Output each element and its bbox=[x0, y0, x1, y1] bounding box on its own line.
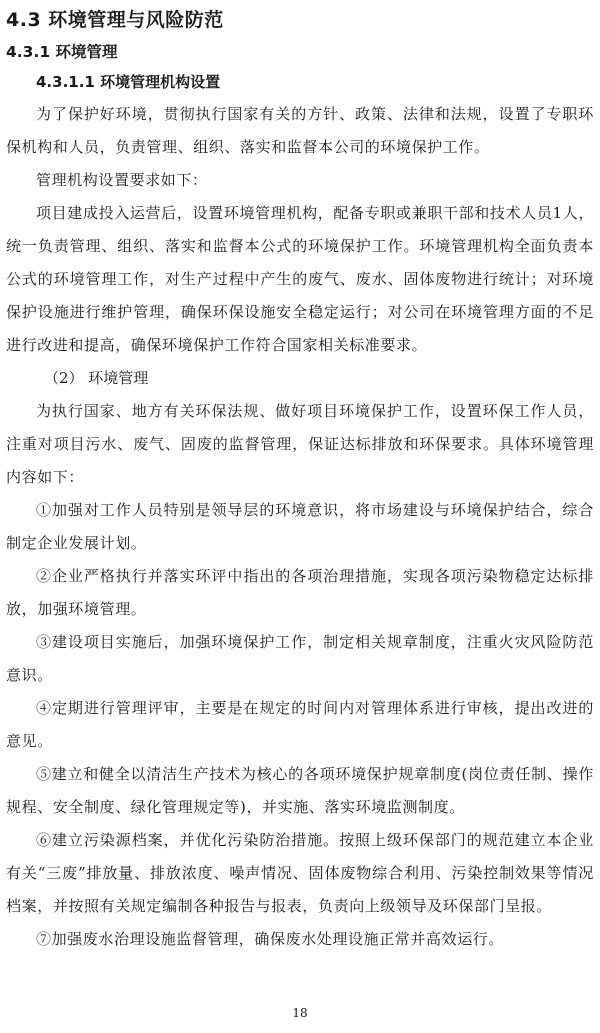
list-item: ⑥建立污染源档案，并优化污染防治措施。按照上级环保部门的规范建立本企业有关“三废”排放量、排放浓度、噪声情况、固体废物综合利用、污染控制效果等情况档案，并按照有关规定编制各种报告与报表，负责向上级领导及环保部门呈报。 bbox=[6, 831, 594, 915]
paragraph: 项目建成投入运营后，设置环境管理机构，配备专职或兼职干部和技术人员1人，统一负责管理、组织、落实和监督本公式的环境保护工作。环境管理机构全面负责本公式的环境管理工作，对生产过程中产生的废气、废水、固体废物进行统计；对环境保护设施进行维护管理，确保环保设施安全稳定运行；对公司在环境管理方面的不足进行改进和提高，确保环境保护工作符合国家相关标准要求。 bbox=[6, 204, 594, 354]
section-heading: 4.3 环境管理与风险防范 bbox=[6, 9, 224, 31]
list-item: ③建设项目实施后，加强环境保护工作，制定相关规章制度，注重火灾风险防范意识。 bbox=[6, 633, 594, 684]
paragraph: 为执行国家、地方有关环保法规、做好项目环境保护工作，设置环保工作人员，注重对项目污水、废气、固废的监督管理，保证达标排放和环保要求。具体环境管理内容如下： bbox=[6, 402, 594, 486]
list-item: ①加强对工作人员特别是领导层的环境意识，将市场建设与环境保护结合，综合制定企业发展计划。 bbox=[6, 501, 594, 552]
paragraph: 管理机构设置要求如下： bbox=[36, 171, 208, 189]
list-item: ⑦加强废水治理设施监督管理，确保废水处理设施正常并高效运行。 bbox=[36, 930, 505, 948]
sub-heading-environment-management: （2） 环境管理 bbox=[44, 369, 149, 387]
list-item: ④定期进行管理评审，主要是在规定的时间内对管理体系进行审核，提出改进的意见。 bbox=[6, 699, 594, 750]
subsection-heading: 4.3.1 环境管理 bbox=[6, 43, 118, 61]
list-item: ⑤建立和健全以清洁生产技术为核心的各项环境保护规章制度(岗位责任制、操作规程、安全制度、绿化管理规定等)，并实施、落实环境监测制度。 bbox=[6, 765, 594, 816]
paragraph: 为了保护好环境，贯彻执行国家有关的方针、政策、法律和法规，设置了专职环保机构和人员，负责管理、组织、落实和监督本公司的环境保护工作。 bbox=[6, 105, 594, 156]
page-number: 18 bbox=[292, 1006, 308, 1020]
list-item: ②企业严格执行并落实环评中指出的各项治理措施，实现各项污染物稳定达标排放，加强环境管理。 bbox=[6, 567, 594, 618]
subsubsection-heading: 4.3.1.1 环境管理机构设置 bbox=[36, 73, 221, 91]
